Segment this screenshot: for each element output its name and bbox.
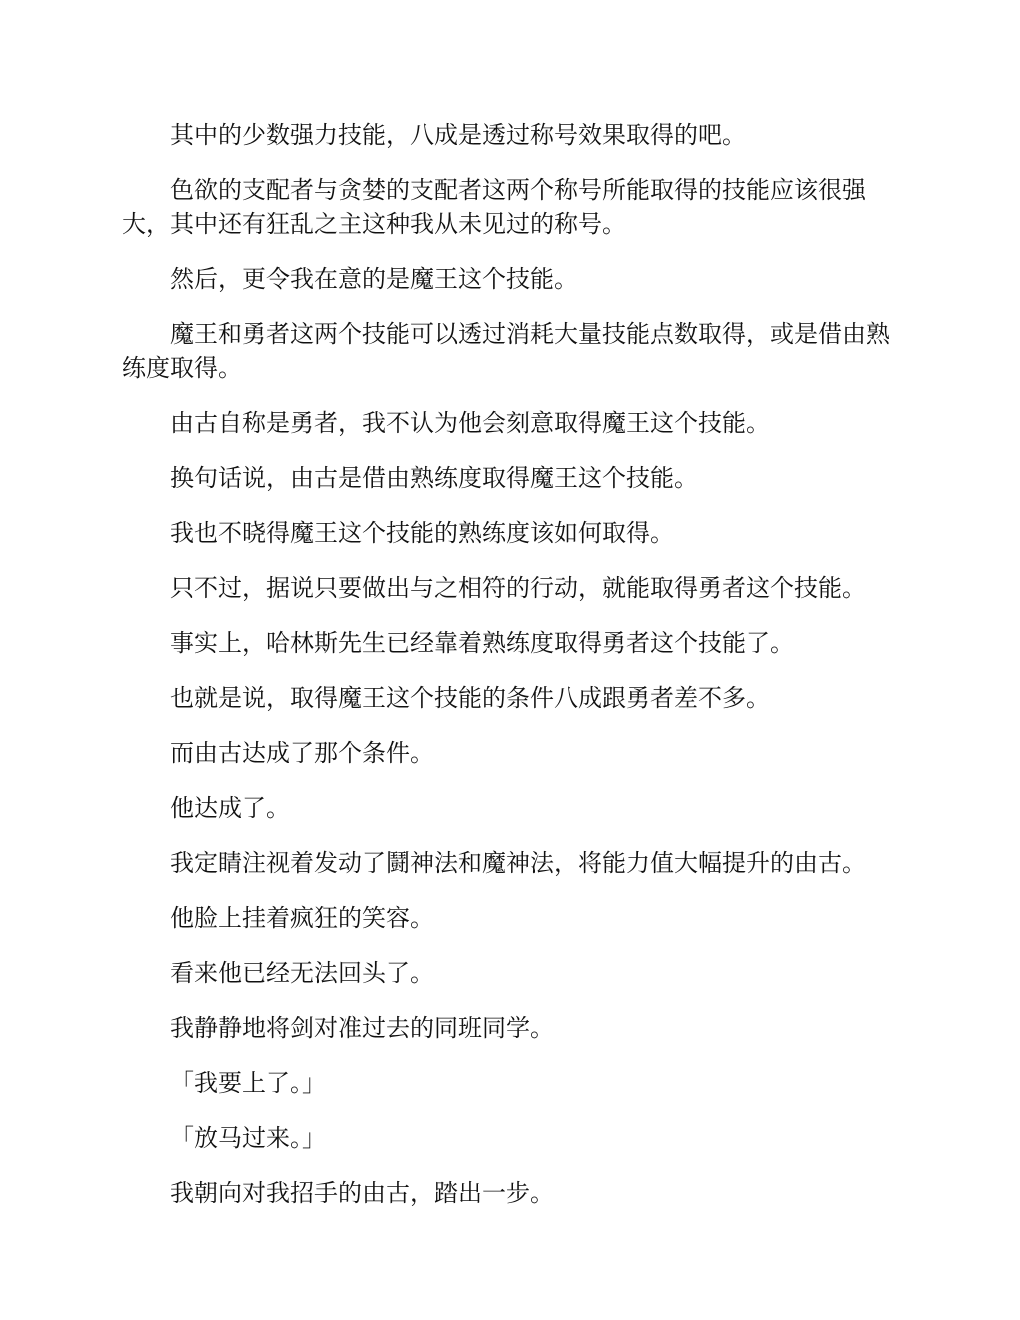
paragraph: 我也不晓得魔王这个技能的熟练度该如何取得。 xyxy=(170,519,674,547)
dialogue-paragraph: 「放马过来。」 xyxy=(170,1124,326,1152)
document-body xyxy=(122,118,898,1231)
paragraph: 而由古达成了那个条件。 xyxy=(170,739,434,767)
paragraph: 只不过，据说只要做出与之相符的行动，就能取得勇者这个技能。 xyxy=(170,574,866,602)
paragraph: 魔王和勇者这两个技能可以透过消耗大量技能点数取得，或是借由熟练度取得。 xyxy=(122,320,890,382)
paragraph: 他脸上挂着疯狂的笑容。 xyxy=(170,904,434,932)
paragraph: 也就是说，取得魔王这个技能的条件八成跟勇者差不多。 xyxy=(170,684,770,712)
paragraph: 色欲的支配者与贪婪的支配者这两个称号所能取得的技能应该很强大，其中还有狂乱之主这种我从未见过的称号。 xyxy=(122,176,866,238)
paragraph: 我静静地将剑对准过去的同班同学。 xyxy=(170,1014,554,1042)
paragraph: 由古自称是勇者，我不认为他会刻意取得魔王这个技能。 xyxy=(170,409,770,437)
paragraph: 看来他已经无法回头了。 xyxy=(170,959,434,987)
paragraph: 他达成了。 xyxy=(170,794,290,822)
dialogue-paragraph: 「我要上了。」 xyxy=(170,1069,326,1097)
paragraph: 换句话说，由古是借由熟练度取得魔王这个技能。 xyxy=(170,464,698,492)
paragraph: 我朝向对我招手的由古，踏出一步。 xyxy=(170,1179,554,1207)
paragraph: 其中的少数强力技能，八成是透过称号效果取得的吧。 xyxy=(170,121,746,149)
paragraph: 事实上，哈林斯先生已经靠着熟练度取得勇者这个技能了。 xyxy=(170,629,794,657)
paragraph: 我定睛注视着发动了鬪神法和魔神法，将能力值大幅提升的由古。 xyxy=(170,849,866,877)
paragraph: 然后，更令我在意的是魔王这个技能。 xyxy=(170,265,578,293)
